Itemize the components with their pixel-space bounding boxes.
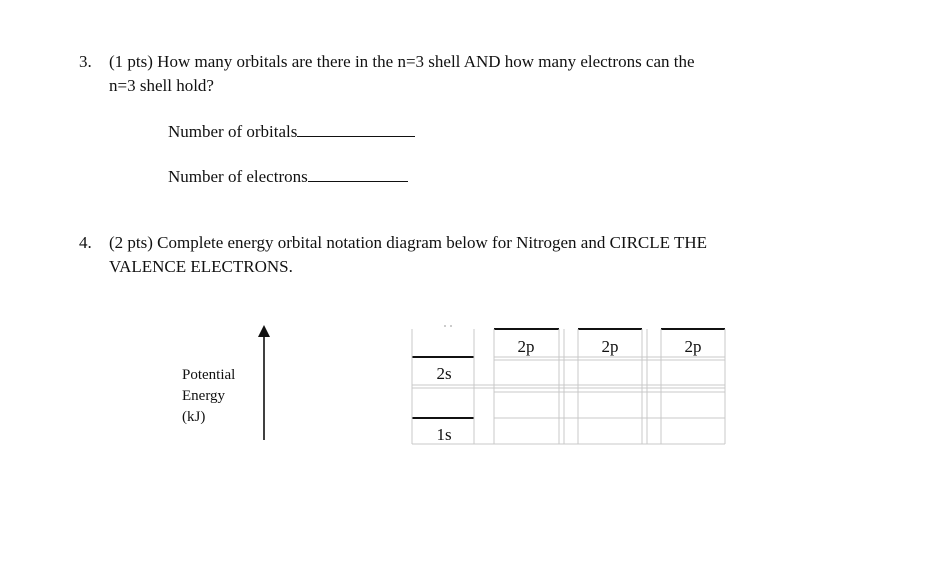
orbital-label-2p-3: 2p — [684, 337, 702, 356]
electrons-answer-row — [168, 167, 408, 187]
axis-label-line-3: (kJ) — [182, 409, 206, 425]
question-4-text — [109, 231, 707, 279]
axis-label-line-1: Potential — [182, 367, 236, 383]
question-4-line-1: (2 pts) Complete energy orbital notation diagram below for Nitrogen and CIRCLE THE — [109, 233, 708, 252]
orbital-label-2p-1: 2p — [517, 337, 535, 356]
orbital-diagram — [408, 322, 730, 448]
energy-axis-label — [182, 365, 235, 428]
orbitals-answer-blank[interactable] — [297, 135, 415, 137]
orbital-label-2p-2: 2p — [601, 337, 619, 356]
orbitals-answer-row — [168, 122, 415, 142]
orbital-label-2s: 2s — [436, 364, 452, 383]
orbitals-label: Number of orbitals — [168, 122, 298, 141]
grid-vertical-lines — [412, 329, 725, 444]
electrons-label: Number of electrons — [168, 167, 308, 186]
electrons-answer-blank[interactable] — [308, 180, 408, 182]
question-3-number: 3. — [79, 52, 92, 71]
grid-horizontal-lines — [412, 357, 725, 444]
orbital-label-1s: 1s — [436, 425, 452, 444]
question-4-line-2: VALENCE ELECTRONS. — [109, 257, 293, 276]
question-3-line-1: (1 pts) How many orbitals are there in the n=3 shell AND how many electrons can the — [109, 52, 695, 71]
energy-axis-arrow — [254, 322, 274, 444]
question-4-number: 4. — [79, 233, 92, 252]
question-3-text — [109, 50, 695, 98]
axis-label-line-2: Energy — [182, 388, 226, 404]
question-3-line-2: n=3 shell hold? — [109, 76, 214, 95]
arrowhead-icon — [258, 325, 270, 337]
